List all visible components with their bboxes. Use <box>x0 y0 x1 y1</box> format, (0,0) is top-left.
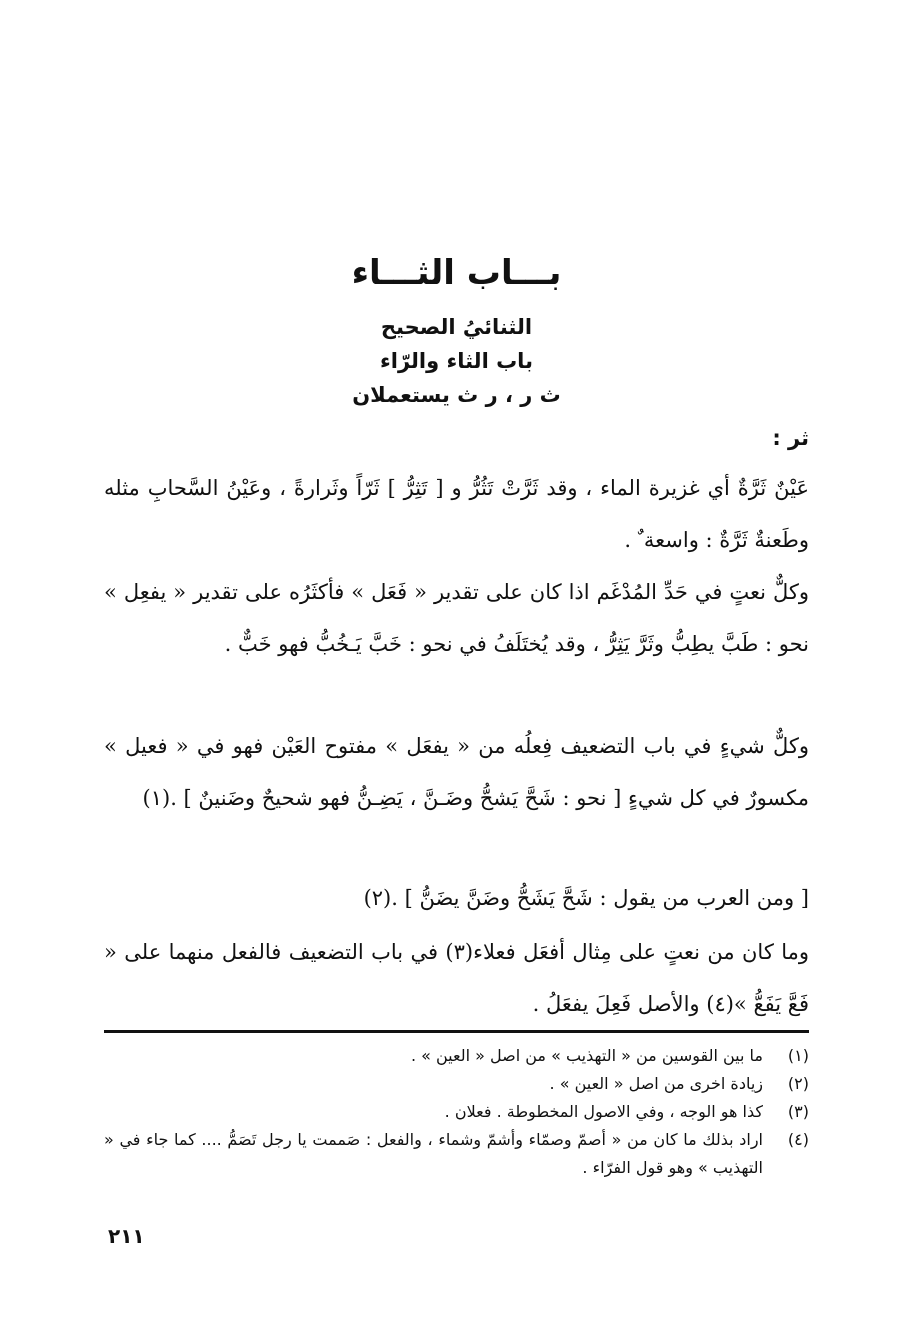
footnote-text: ما بين القوسين من « التهذيب » من اصل « العين » . <box>410 1046 763 1065</box>
paragraph-1: عَيْنٌ ثَرَّةٌ أي غزيرة الماء ، وقد ثَرَّتْ تَثُرُّ و [ تَثِرُّ ] ثَرّاً وثَرارةً ، وعَيْنُ السَّحابِ مثله وطَعنةٌ ثَرَّةٌ : واسعة ٌ . <box>104 476 809 552</box>
footnote-number: (٣) <box>787 1102 809 1121</box>
paragraph-2: وكلٌّ نعتٍ في حَدِّ المُدْغَم اذا كان على تقدير « فَعَل » فأكثَرُه على تقدير « يفعِل » نحو : طَبَّ يطِبُّ وثَرَّ يَثِرُّ ، وقد يُختَلَفُ في نحو : خَبَّ يَـخُبُّ فهو خَبٌّ . <box>104 580 809 656</box>
footnote <box>104 1098 809 1126</box>
footnote-number: (٢) <box>787 1074 809 1093</box>
footnote-number: (١) <box>787 1046 809 1065</box>
root-heading: ث ر ، ر ث يستعملان <box>352 383 561 407</box>
section-heading: الثنائيُ الصحيح <box>380 315 533 339</box>
footnote-text: زيادة اخرى من اصل « العين » . <box>549 1074 763 1093</box>
chapter-title: بـــاب الثـــاء <box>351 253 562 293</box>
page-number: ٢١١ <box>108 1224 145 1248</box>
footnote-text: اراد بذلك ما كان من « أصمّ وصمّاء وأشمّ وشماء ، والفعل : صَممت يا رجل تَصَمُّ .... كما جاء في « التهذيب » وهو قول الفرّاء . <box>104 1130 763 1177</box>
footnote <box>104 1042 809 1070</box>
paragraph-4: [ ومن العرب من يقول : شَحَّ يَشَحُّ وضَنَّ يضَنُّ ] .(٢) <box>363 886 809 910</box>
footnote-text: كذا هو الوجه ، وفي الاصول المخطوطة . فعلان . <box>444 1102 763 1121</box>
footnote <box>104 1126 809 1182</box>
subsection-heading: باب الثاء والرّاء <box>380 349 533 373</box>
root-entry-label: ثر : <box>772 426 809 450</box>
footnote-number: (٤) <box>787 1130 809 1149</box>
footnote <box>104 1070 809 1098</box>
paragraph-5: وما كان من نعتٍ على مِثال أفعَل فعلاء(٣) في باب التضعيف فالفعل منهما على « فَعَّ يَفَعُّ »(٤) والأصل فَعِلَ يفعَلُ . <box>104 940 809 1016</box>
footnotes <box>104 1042 809 1182</box>
footnote-divider <box>104 1030 809 1033</box>
paragraph-3: وكلٌّ شيءٍ في باب التضعيف فِعلُه من « يفعَل » مفتوح العَيْن فهو في « فعيل » مكسورٌ في كل شيءٍ [ نحو : شَحَّ يَشحُّ وضَـنَّ ، يَضِـنُّ فهو شحيحٌ وضَنينٌ ] .(١) <box>104 734 809 810</box>
